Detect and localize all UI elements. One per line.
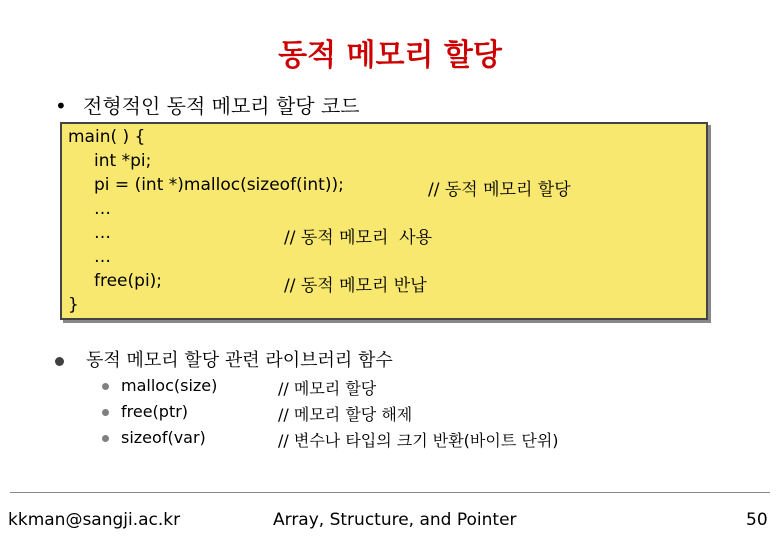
code-box xyxy=(60,122,708,320)
code-line-ellipsis-2: … xyxy=(94,223,111,243)
code-comment-free: // 동적 메모리 반납 xyxy=(284,276,427,296)
bullet-library-functions-text: 동적 메모리 할당 관련 라이브러리 함수 xyxy=(86,350,393,371)
bullet-typical-code-text: 전형적인 동적 메모리 할당 코드 xyxy=(83,94,360,118)
function-name: sizeof(var) xyxy=(121,428,206,447)
function-item xyxy=(102,402,188,421)
function-name: malloc(size) xyxy=(121,376,218,395)
bullet-circle-icon xyxy=(55,357,64,366)
code-line-close-brace: } xyxy=(68,295,79,315)
code-comment-alloc: // 동적 메모리 할당 xyxy=(428,180,571,200)
function-comment: // 메모리 할당 xyxy=(278,379,377,398)
code-comment-use: // 동적 메모리 사용 xyxy=(284,228,433,248)
bullet-circle-icon xyxy=(102,409,109,416)
function-item xyxy=(102,376,217,395)
footer-page-number: 50 xyxy=(746,510,768,530)
code-line-ellipsis-1: … xyxy=(94,199,111,219)
code-line-malloc: pi = (int *)malloc(sizeof(int)); xyxy=(94,175,344,195)
bullet-dot-icon: • xyxy=(55,94,67,118)
function-name: free(ptr) xyxy=(121,402,189,421)
function-comment: // 변수나 타입의 크기 반환(바이트 단위) xyxy=(278,431,559,450)
bullet-typical-code xyxy=(55,90,360,119)
code-line-main: main( ) { xyxy=(68,127,146,147)
footer-course: Array, Structure, and Pointer xyxy=(273,510,517,530)
code-line-decl: int *pi; xyxy=(94,151,152,171)
footer-divider xyxy=(10,492,770,493)
function-comment: // 메모리 할당 해제 xyxy=(278,405,413,424)
slide-title: 동적 메모리 할당 xyxy=(278,38,502,73)
bullet-library-functions xyxy=(55,346,393,372)
function-item xyxy=(102,428,206,447)
code-line-ellipsis-3: … xyxy=(94,247,111,267)
bullet-circle-icon xyxy=(102,435,109,442)
footer-email: kkman@sangji.ac.kr xyxy=(8,510,181,530)
code-line-free: free(pi); xyxy=(94,271,163,291)
bullet-circle-icon xyxy=(102,383,109,390)
